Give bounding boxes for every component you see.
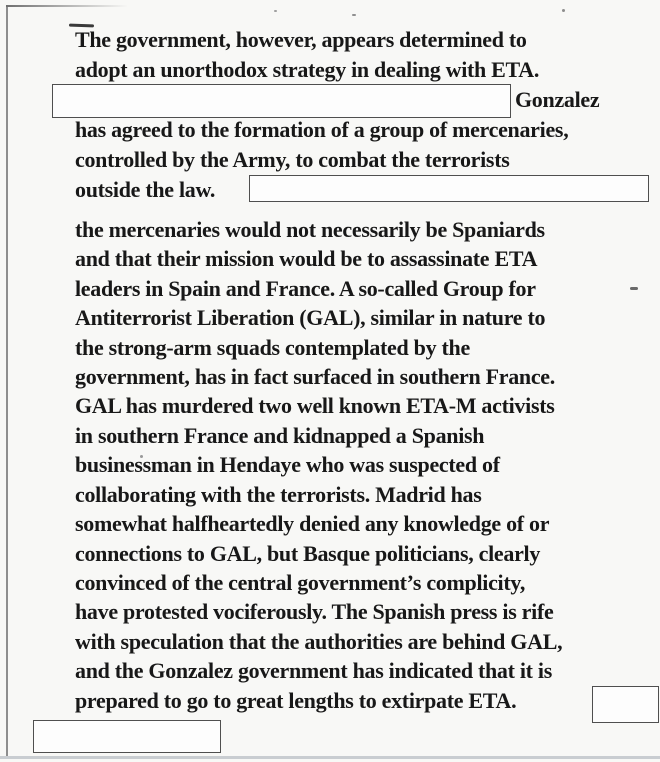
text-line: and that their mission would be to assassinate ETA [75,246,538,271]
text-line: collaborating with the terrorists. Madrid has [75,482,482,507]
text-line: adopt an unorthodox strategy in dealing with ETA. [75,57,540,82]
text-line: businessman in Hendaye who was suspected of [75,452,500,477]
text-line: convinced of the central government’s complicity, [75,570,526,595]
text-line: outside the law. [75,177,216,202]
text-line: the strong-arm squads contemplated by the [75,335,470,360]
redaction-box-3 [592,686,659,723]
text-line: have protested vociferously. The Spanish press is rife [75,599,554,624]
text-line: GAL has murdered two well known ETA-M activists [75,393,555,418]
text-line: somewhat halfheartedly denied any knowledge of or [75,511,550,536]
scan-border-left-line [6,5,8,758]
scan-border-top-line [6,5,128,7]
scan-speck [562,9,565,12]
scan-stray-dash [630,287,638,290]
text-line: prepared to go to great lengths to extirpate ETA. [75,688,517,713]
scan-border-bottom-line [0,756,660,759]
text-line: government, has in fact surfaced in southern France. [75,364,555,389]
text-line: Gonzalez [515,87,600,112]
text-line: leaders in Spain and France. A so-called Group for [75,276,536,301]
text-line: Antiterrorist Liberation (GAL), similar in nature to [75,305,546,330]
text-line: with speculation that the authorities are behind GAL, [75,629,563,654]
redaction-box-2 [249,175,649,202]
text-line: has agreed to the formation of a group of mercenaries, [75,117,569,142]
text-line: connections to GAL, but Basque politicians, clearly [75,541,541,566]
redaction-box-4 [33,720,221,753]
text-line: the mercenaries would not necessarily be Spaniards [75,217,545,242]
redaction-box-1 [52,84,511,118]
text-line: in southern France and kidnapped a Spanish [75,423,485,448]
text-line: The government, however, appears determined to [75,27,527,52]
scan-speck [352,14,356,16]
text-line: and the Gonzalez government has indicated that it is [75,658,552,683]
text-line: controlled by the Army, to combat the terrorists [75,147,510,172]
scan-speck [274,10,277,12]
